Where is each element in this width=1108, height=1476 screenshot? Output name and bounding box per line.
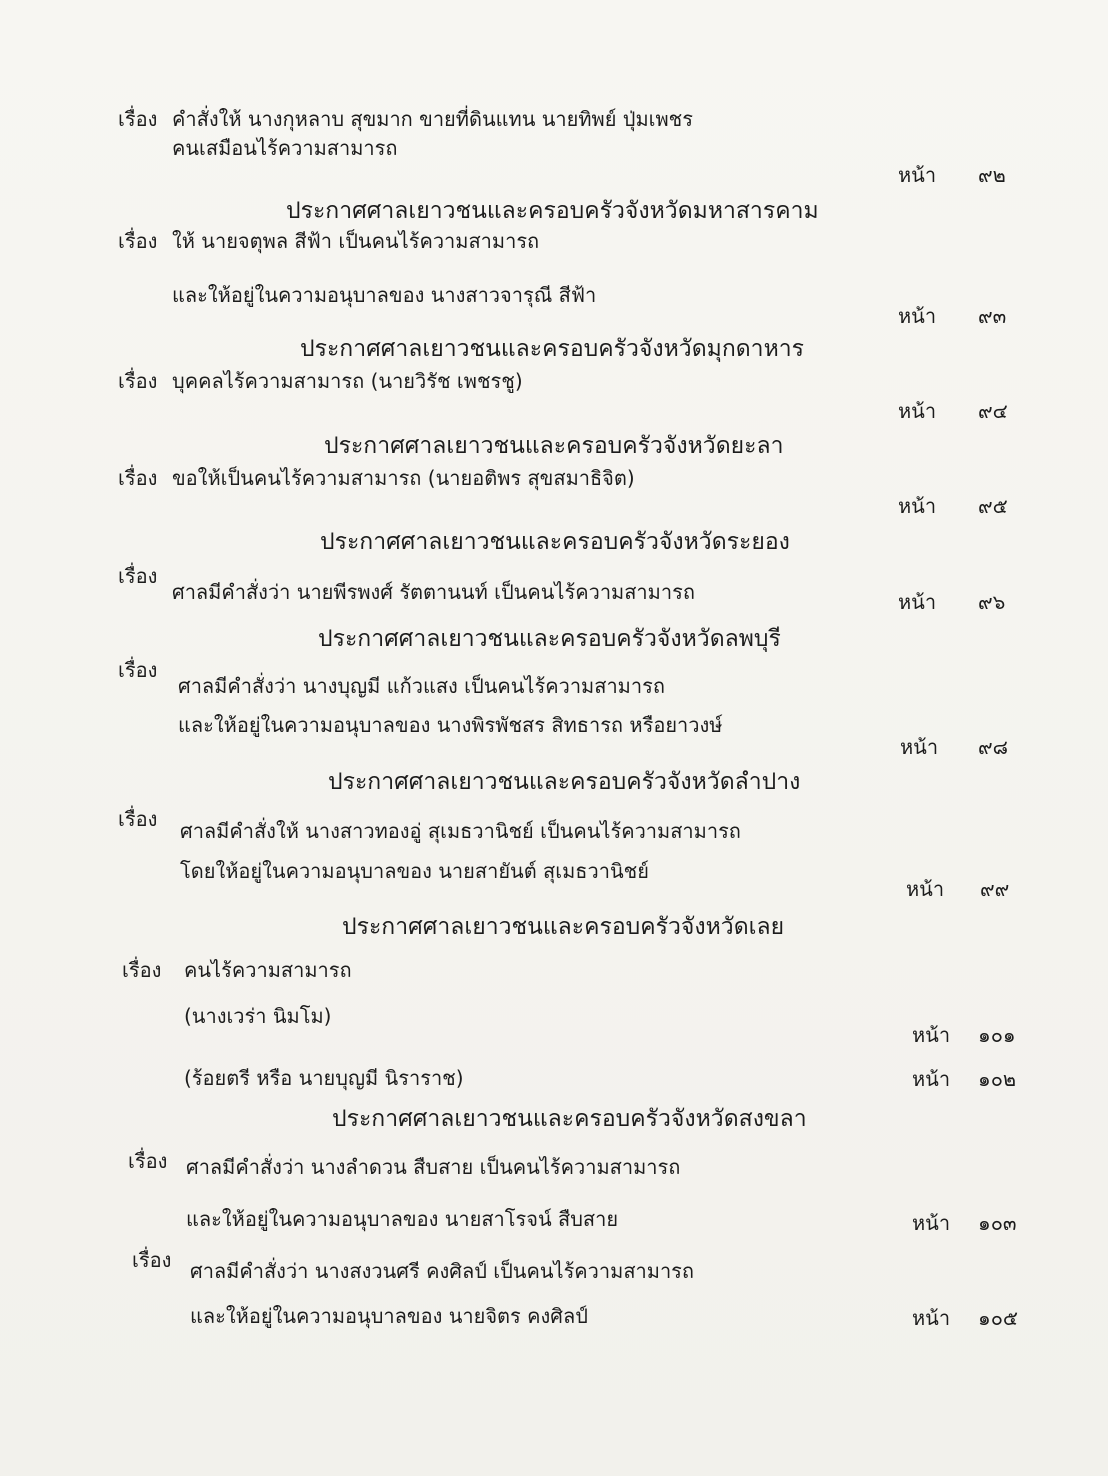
court-heading: ประกาศศาลเยาวชนและครอบครัวจังหวัดลพบุรี [318,626,781,652]
entry-heading: เรื่อง [132,1248,172,1272]
entry-text: โดยให้อยู่ในความอนุบาลของ นายสายันต์ สุเมธวานิชย์ [180,859,649,883]
entry-text: คนเสมือนไร้ความสามารถ [172,136,398,160]
entry-heading: เรื่อง [118,807,158,831]
entry-text: ให้ นายจตุพล สีฟ้า เป็นคนไร้ความสามารถ [172,229,540,253]
page-number: ๙๓ [978,304,1007,328]
entry-text: (นางเวร่า นิมโม) [184,1004,332,1028]
entry-text: ศาลมีคำสั่งว่า นางสงวนศรี คงศิลป์ เป็นคนไร้ความสามารถ [190,1259,695,1283]
court-heading: ประกาศศาลเยาวชนและครอบครัวจังหวัดยะลา [324,433,784,459]
entry-text: คนไร้ความสามารถ [184,958,352,982]
page-label: หน้า [898,163,937,187]
court-heading: ประกาศศาลเยาวชนและครอบครัวจังหวัดมุกดาหาร [300,336,805,362]
page-number: ๙๙ [980,877,1010,901]
page-label: หน้า [912,1023,951,1047]
entry-heading: เรื่อง [122,958,162,982]
entry-heading: เรื่อง [118,107,158,131]
page-label: หน้า [912,1306,951,1330]
entry-text: และให้อยู่ในความอนุบาลของ นางสาวจารุณี สีฟ้า [172,283,597,307]
entry-text: และให้อยู่ในความอนุบาลของ นายจิตร คงศิลป์ [190,1304,588,1328]
entry-heading: เรื่อง [118,229,158,253]
page-number: ๑๐๕ [978,1306,1019,1330]
entry-text: ศาลมีคำสั่งว่า นายพีรพงศ์ รัตตานนท์ เป็นคนไร้ความสามารถ [172,580,695,604]
court-heading: ประกาศศาลเยาวชนและครอบครัวจังหวัดมหาสารคาม [286,198,819,224]
page-label: หน้า [900,735,939,759]
court-heading: ประกาศศาลเยาวชนและครอบครัวจังหวัดเลย [342,914,785,940]
entry-text: (ร้อยตรี หรือ นายบุญมี นิราราช) [184,1066,464,1090]
entry-text: คำสั่งให้ นางกุหลาบ สุขมาก ขายที่ดินแทน นายทิพย์ ปุ่มเพชร [172,107,693,131]
page-label: หน้า [898,494,937,518]
entry-text: และให้อยู่ในความอนุบาลของ นางพิรพัชสร สิทธารถ หรือยาวงษ์ [178,713,723,737]
page-number: ๙๖ [978,590,1006,614]
page-label: หน้า [898,304,937,328]
court-heading: ประกาศศาลเยาวชนและครอบครัวจังหวัดสงขลา [332,1106,807,1132]
entry-text: บุคคลไร้ความสามารถ (นายวิรัช เพชรชู) [172,369,523,393]
page-number: ๙๒ [978,163,1006,187]
entry-text: ศาลมีคำสั่งว่า นางบุญมี แก้วแสง เป็นคนไร้ความสามารถ [178,674,665,698]
entry-heading: เรื่อง [118,564,158,588]
page-label: หน้า [898,590,937,614]
page-number: ๑๐๓ [978,1211,1017,1235]
page-number: ๙๘ [978,735,1009,759]
entry-heading: เรื่อง [128,1149,168,1173]
court-heading: ประกาศศาลเยาวชนและครอบครัวจังหวัดลำปาง [328,769,801,795]
page-label: หน้า [906,877,945,901]
entry-heading: เรื่อง [118,466,158,490]
entry-text: ศาลมีคำสั่งให้ นางสาวทองอู่ สุเมธวานิชย์ เป็นคนไร้ความสามารถ [180,819,741,843]
entry-heading: เรื่อง [118,658,158,682]
page-label: หน้า [912,1067,951,1091]
entry-heading: เรื่อง [118,369,158,393]
entry-text: ศาลมีคำสั่งว่า นางลำดวน สืบสาย เป็นคนไร้ความสามารถ [186,1155,681,1179]
page-number: ๑๐๒ [978,1067,1017,1091]
page-number: ๙๔ [978,399,1008,423]
page-number: ๙๕ [978,494,1008,518]
entry-text: และให้อยู่ในความอนุบาลของ นายสาโรจน์ สืบสาย [186,1207,619,1231]
page-label: หน้า [912,1211,951,1235]
page-number: ๑๐๑ [978,1023,1016,1047]
court-heading: ประกาศศาลเยาวชนและครอบครัวจังหวัดระยอง [320,529,790,555]
entry-text: ขอให้เป็นคนไร้ความสามารถ (นายอติพร สุขสมาธิจิต) [172,466,635,490]
page-label: หน้า [898,399,937,423]
